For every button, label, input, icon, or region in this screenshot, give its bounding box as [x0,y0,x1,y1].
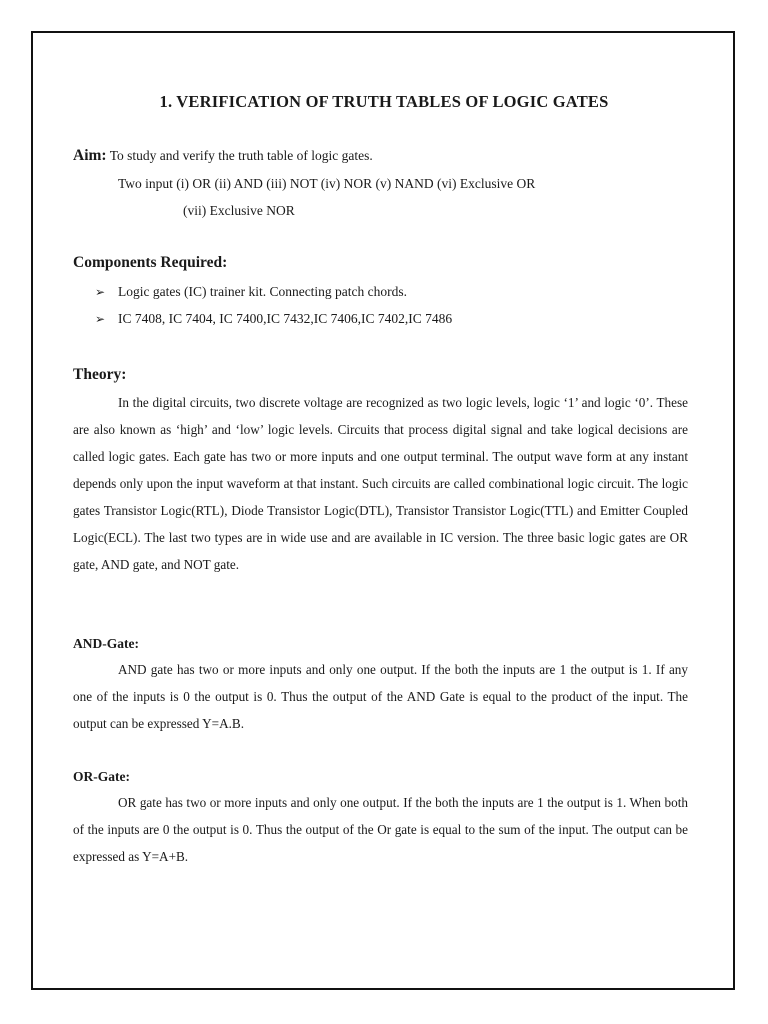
aim-gate-list-continued: (vii) Exclusive NOR [183,203,295,218]
component-item-text: IC 7408, IC 7404, IC 7400,IC 7432,IC 7406,IC 7402,IC 7486 [118,311,453,326]
bullet-arrow-icon: ➢ [95,312,106,326]
aim-line [73,147,373,165]
component-item [95,284,407,300]
or-gate-paragraph: OR gate has two or more inputs and only one output. If the both the inputs are 1 the output is 1. When both of the inputs are 0 the output is 0. Thus the output of the Or gate is equal to the sum of the input. The output can be expressed as Y=A+B. [73,795,688,864]
document-title: 1. VERIFICATION OF TRUTH TABLES OF LOGIC GATES [159,92,609,111]
aim-text: To study and verify the truth table of logic gates. [109,148,373,163]
and-gate-heading: AND-Gate: [73,636,139,651]
theory-heading: Theory: [73,366,127,383]
theory-paragraph: In the digital circuits, two discrete voltage are recognized as two logic levels, logic ‘1’ and logic ‘0’. These are also known as ‘high’ and ‘low’ logic levels. Circuits that process digital signal and take logical decisions are called logic gates. Each gate has two or more inputs and one output terminal. The output wave form at any instant depends only upon the input waveform at that instant. Such circuits are called combinational logic circuit. The logic gates Transistor Logic(RTL), Diode Transistor Logic(DTL), Transistor Transistor Logic(TTL) and Emitter Coupled Logic(ECL). The last two types are in wide use and are available in IC version. The three basic logic gates are OR gate, AND gate, and NOT gate. [73,395,688,572]
and-gate-paragraph: AND gate has two or more inputs and only one output. If the both the inputs are 1 the output is 1. If any one of the inputs is 0 the output is 0. Thus the output of the AND Gate is equal to the product of the input. The output can be expressed Y=A.B. [73,662,688,731]
aim-gate-list: Two input (i) OR (ii) AND (iii) NOT (iv) NOR (v) NAND (vi) Exclusive OR [118,176,536,191]
or-gate-heading: OR-Gate: [73,769,130,784]
component-item-text: Logic gates (IC) trainer kit. Connecting patch chords. [118,284,408,299]
aim-label: Aim: [73,147,107,164]
bullet-arrow-icon: ➢ [95,285,106,299]
components-heading: Components Required: [73,254,228,271]
component-item [95,311,452,327]
